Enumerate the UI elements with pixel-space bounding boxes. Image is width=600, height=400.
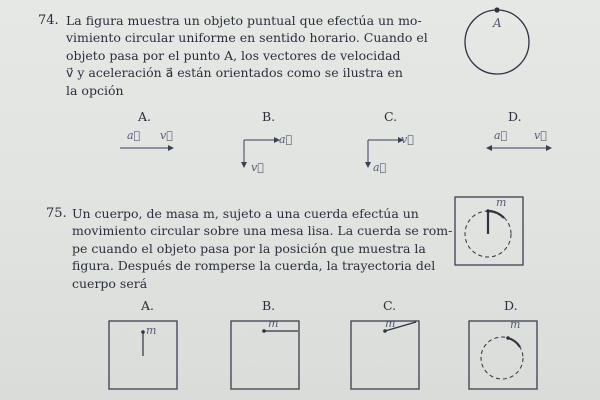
question-74-line: la opción [66,82,124,98]
vector-arrowhead [365,162,371,168]
q74-option-c-label: C. [384,109,398,124]
question-74-line: La figura muestra un objeto puntual que efectúa un mo- [66,13,422,28]
question-75-line: figura. Después de romperse la cuerda, la trayectoria del [72,258,436,274]
question-75-number: 75. [46,206,67,221]
question-75-table-figure [454,196,526,268]
q75-option-a-mass: m [146,324,157,337]
q75-option-a-label: A. [141,298,155,313]
broken-arc [488,211,504,218]
q75-option-c-figure [350,320,420,390]
q74-option-b-vector-a: a⃗ [279,133,293,146]
q74-option-b-label: B. [262,109,276,124]
q74-option-a-vector-a: a⃗ [127,129,141,142]
q74-option-b-vector-v: v⃗ [251,161,264,174]
question-75-line: cuerpo será [72,275,148,291]
question-74-number: 74. [38,13,59,28]
q74-option-d-vectors [486,142,552,154]
q75-option-a-figure [108,320,178,390]
question-75-line: Un cuerpo, de masa m, sujeto a una cuerda efectúa un [72,206,419,221]
question-74-line: vimiento circular uniforme en sentido horario. Cuando el [66,30,428,46]
question-74-text [66,12,428,99]
mass-dot [262,329,266,333]
q74-option-a-vectors [118,142,174,154]
mass-dot [506,336,510,340]
point-a-dot [494,7,499,12]
q75-option-d-label: D. [504,298,518,313]
q74-option-d-label: D. [508,109,522,124]
question-75-text [72,205,453,292]
vector-arrowhead [546,145,552,151]
arc-segment [508,338,520,347]
question-75-line: movimiento circular sobre una mesa lisa. La cuerda se rom- [72,223,453,239]
q74-option-d-vector-a: a⃗ [494,129,508,142]
mass-dot [141,330,145,334]
q75-option-d-figure [468,320,538,390]
mass-label: m [496,196,507,209]
question-74-line: v⃗ y aceleración a⃗ están orientados como se ilustra en [66,65,403,81]
q75-option-b-figure [230,320,300,390]
q75-option-c-mass: m [385,317,396,330]
point-a-label: A [493,16,502,30]
question-75-line: pe cuando el objeto pasa por la posición que muestra la [72,240,426,256]
q74-option-a-label: A. [138,109,152,124]
q74-option-d-vector-v: v⃗ [534,129,547,142]
q75-option-b-label: B. [262,298,276,313]
q75-option-c-label: C. [383,298,397,313]
vector-arrowhead [486,145,492,151]
question-74-line: objeto pasa por el punto A, los vectores de velocidad [66,47,401,63]
q74-option-c-vector-v: v⃗ [401,133,414,146]
q75-option-d-mass: m [510,318,521,331]
q74-option-a-vector-v: v⃗ [160,129,173,142]
mass-dot [486,209,490,213]
q75-option-b-mass: m [268,317,279,330]
vector-arrowhead [168,145,174,151]
vector-arrowhead [241,162,247,168]
q74-option-c-vector-a: a⃗ [373,161,387,174]
